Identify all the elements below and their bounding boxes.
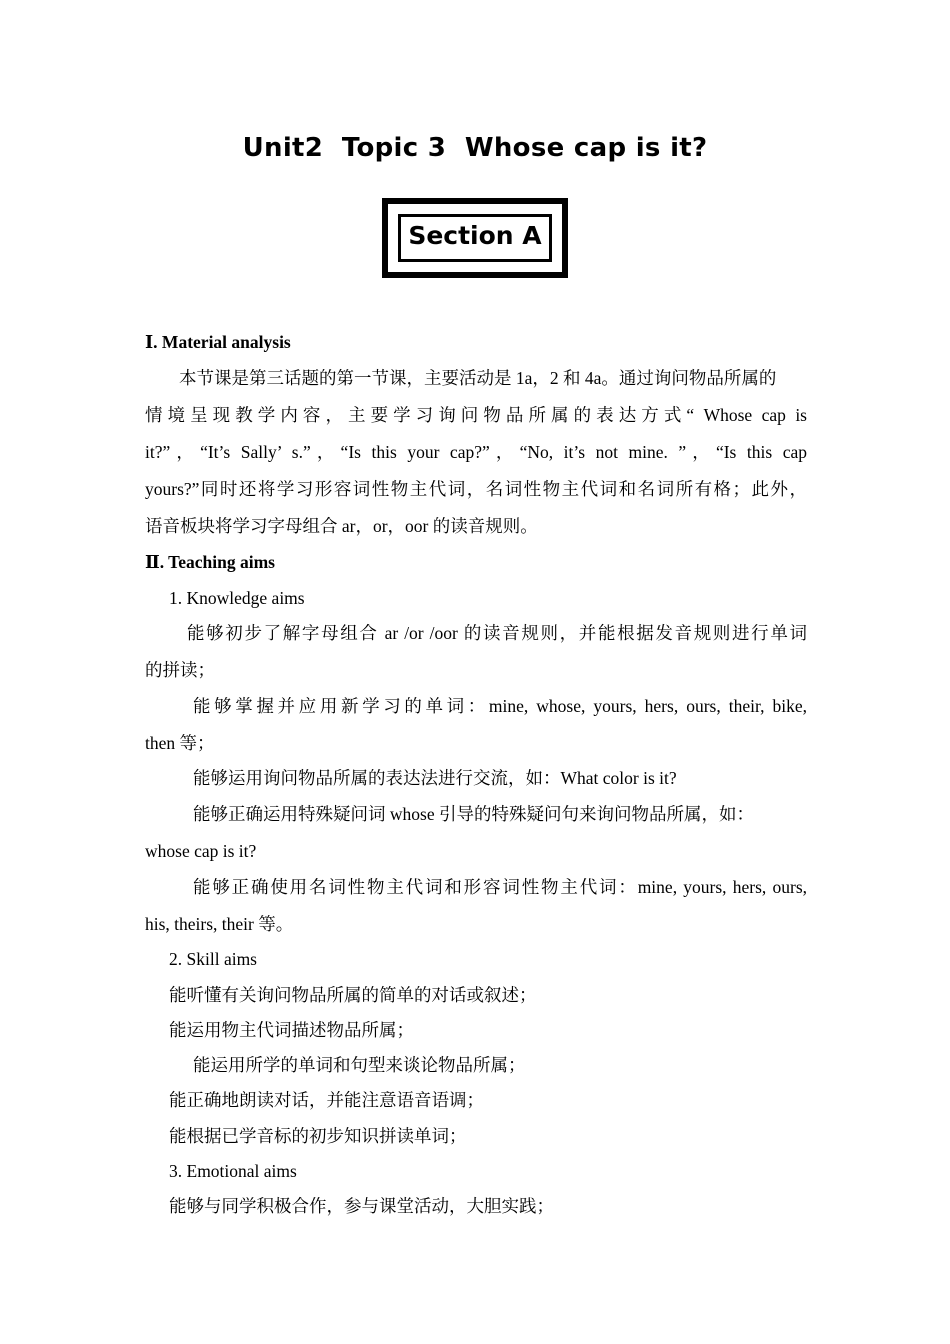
heading-material-analysis: Ⅰ. Material analysis [145, 332, 291, 352]
paragraph-line: 能够运用询问物品所属的表达法进行交流，如：What color is it? [193, 768, 677, 788]
paragraph-line: it?”，“It’s Sally’ s.”，“Is this your cap?”，“No, it’s not mine. ”，“Is this cap [145, 442, 807, 462]
paragraph-line: 情境呈现教学内容，主要学习询问物品所属的表达方式“ Whose cap is [145, 405, 807, 425]
page-title: Unit2 Topic 3 Whose cap is it? [242, 133, 708, 163]
paragraph-line: 本节课是第三话题的第一节课，主要活动是 1a，2 和 4a。通过询问物品所属的 [179, 368, 777, 388]
section-label-box [382, 198, 568, 278]
paragraph-line: 能运用物主代词描述物品所属； [169, 1020, 414, 1040]
paragraph-line: whose cap is it? [145, 841, 257, 861]
paragraph-line: 的拼读； [145, 660, 215, 680]
subheading-emotional-aims: 3. Emotional aims [169, 1161, 297, 1181]
paragraph-line: 能够正确运用特殊疑问词 whose 引导的特殊疑问句来询问物品所属，如： [193, 804, 754, 824]
paragraph-line: 能够初步了解字母组合 ar /or /oor 的读音规则，并能根据发音规则进行单词 [187, 623, 807, 643]
subheading-skill-aims: 2. Skill aims [169, 949, 257, 969]
paragraph-line: 能够正确使用名词性物主代词和形容词性物主代词：mine, yours, hers, ours, [193, 877, 807, 897]
heading-teaching-aims: Ⅱ. Teaching aims [145, 552, 275, 572]
paragraph-line: 能正确地朗读对话，并能注意语音语调； [169, 1090, 484, 1110]
paragraph-line: 能根据已学音标的初步知识拼读单词； [169, 1126, 467, 1146]
paragraph-line: 语音板块将学习字母组合 ar，or，oor 的读音规则。 [145, 516, 538, 536]
paragraph-line: 能够与同学积极合作，参与课堂活动，大胆实践； [169, 1196, 554, 1216]
subheading-knowledge-aims: 1. Knowledge aims [169, 588, 305, 608]
paragraph-line: 能够掌握并应用新学习的单词：mine, whose, yours, hers, ours, their, bike, [193, 696, 807, 716]
paragraph-line: 能运用所学的单词和句型来谈论物品所属； [193, 1055, 526, 1075]
paragraph-line: his, theirs, their 等。 [145, 914, 294, 934]
paragraph-line: yours?”同时还将学习形容词性物主代词，名词性物主代词和名词所有格；此外， [145, 479, 807, 499]
paragraph-line: 能听懂有关询问物品所属的简单的对话或叙述； [169, 985, 537, 1005]
section-label: Section A [408, 221, 542, 250]
paragraph-line: then 等； [145, 733, 215, 753]
